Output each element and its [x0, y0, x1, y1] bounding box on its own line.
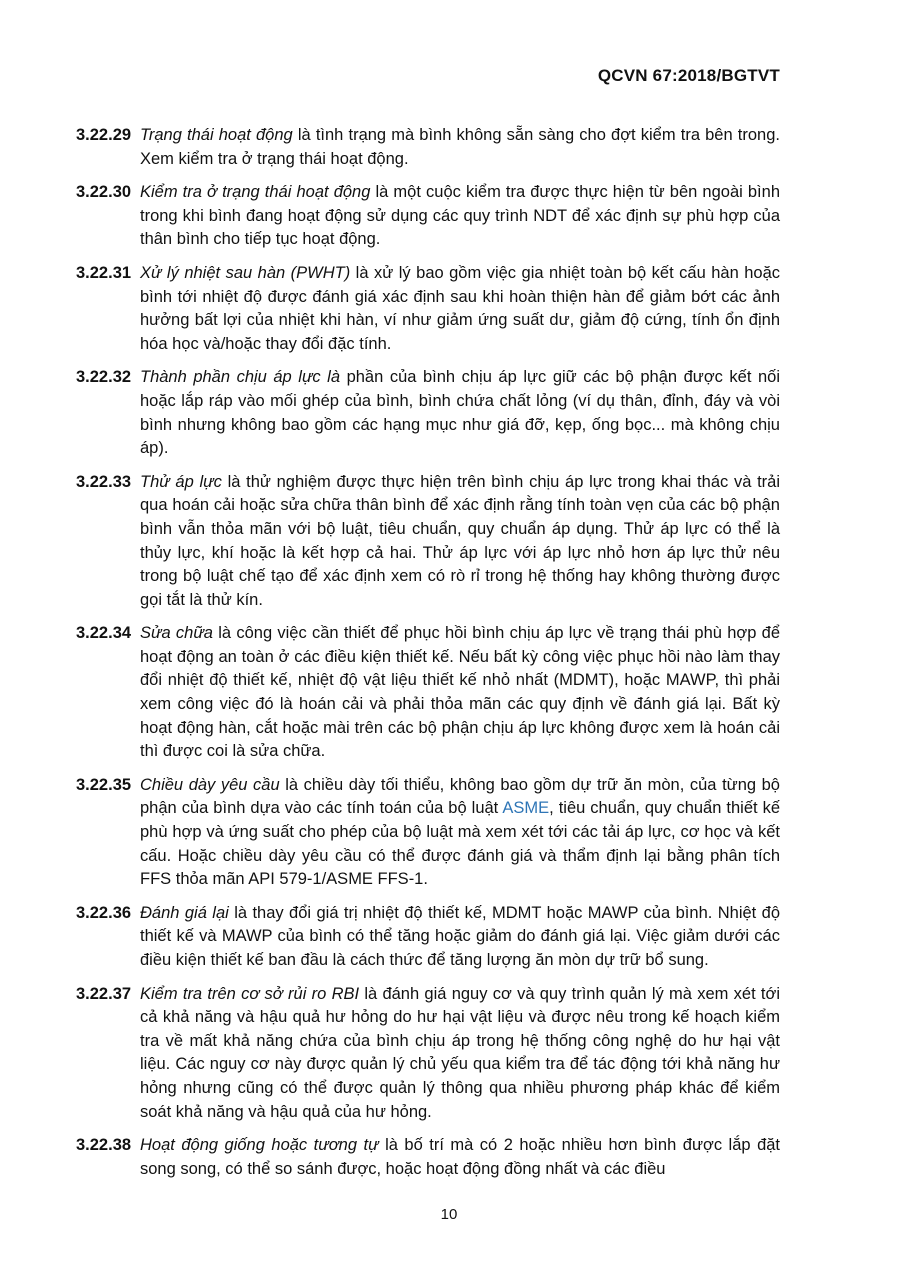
clause-number: 3.22.37 — [76, 984, 132, 1003]
clause-text: là đánh giá nguy cơ và quy trình quản lý mà xem xét tới cả khả năng và hậu quả hư hỏng do hư hại vật liệu và được nêu trong kế hoạch kiểm tra về mất khả năng chứa của bình chịu áp trong hệ thống công nghệ do hư hại vật liệu. Các nguy cơ này được quản lý chủ yếu qua kiểm tra để tác động tới khả năng hư hỏng nhưng cũng có thể được quản lý thông qua nhiều phương pháp khác để kiểm soát khả năng và hậu quả của hư hỏng. — [140, 984, 780, 1121]
clause-number: 3.22.38 — [76, 1136, 132, 1155]
clause-3-22-37 — [76, 983, 780, 1125]
document-code-header: QCVN 67:2018/BGTVT — [597, 66, 780, 85]
clause-number: 3.22.32 — [76, 368, 132, 387]
clause-text-after-link: , tiêu chuẩn, quy chuẩn thiết kế phù hợp và ứng suất cho phép của bộ luật mà xem xét tới các tải áp lực, cơ học và kết cấu. Hoặc chiều dày yêu cầu có thể được đánh giá và thẩm định lại bằng phân tích FFS thỏa mãn API 579-1/ASME FFS-1. — [140, 799, 781, 889]
clause-body — [140, 181, 780, 252]
clause-number: 3.22.33 — [76, 472, 132, 491]
page-number: 10 — [440, 1206, 458, 1223]
clause-3-22-32 — [76, 366, 780, 460]
clause-text: là thử nghiệm được thực hiện trên bình chịu áp lực trong khai thác và trải qua hoán cải hoặc sửa chữa thân bình để xác định rằng tính toàn vẹn của các bộ phận bình vẫn thỏa mãn với bộ luật, tiêu chuẩn, quy chuẩn áp dụng. Thử áp lực có thể là thủy lực, khí hoặc là kết hợp cả hai. Thử áp lực với áp lực nhỏ hơn áp lực thử nêu trong bộ luật chế tạo để xác định xem có rò rỉ trong hệ thống hay không thường được gọi tắt là thử kín. — [140, 472, 781, 609]
clause-body — [140, 983, 780, 1125]
clause-text-before-link: là chiều dày tối thiểu, không bao gồm dự trữ ăn mòn, của từng bộ phận của bình dựa vào các tính toán của bộ luật — [140, 775, 780, 818]
clause-body — [140, 124, 780, 171]
clause-3-22-31 — [76, 262, 780, 356]
clause-text: phần của bình chịu áp lực giữ các bộ phận được kết nối hoặc lắp ráp vào mối ghép của bình, bình chứa chất lỏng (ví dụ thân, đỉnh, đáy và vòi bình nhưng không bao gồm các hạng mục như giá đỡ, kẹp, ống bọc... mà không chịu áp). — [140, 368, 781, 458]
clause-term: Sửa chữa — [140, 624, 213, 643]
clause-3-22-36 — [76, 902, 780, 973]
clause-number: 3.22.30 — [76, 183, 132, 202]
clause-term: Thành phần chịu áp lực là — [140, 368, 341, 387]
clause-text: là bố trí mà có 2 hoặc nhiều hơn bình được lắp đặt song song, có thể so sánh được, hoặc hoạt động đồng nhất và các điều — [140, 1136, 781, 1178]
clause-text: là công việc cần thiết để phục hồi bình chịu áp lực về trạng thái phù hợp để hoạt động an toàn ở các điều kiện thiết kế. Nếu bất kỳ công việc phục hồi nào làm thay đổi nhiệt độ thiết kế, nhiệt độ vật liệu thiết kế nhỏ nhất (MDMT), hoặc MAWP, thì phải xem công việc đó là hoán cải và phải thỏa mãn các quy định về đánh giá lại. Bất kỳ hoạt động hàn, cắt hoặc mài trên các bộ phận chịu áp lực không được xem là hoán cải thì được coi là sửa chữa. — [140, 624, 780, 761]
clause-number: 3.22.36 — [76, 903, 132, 922]
clause-number: 3.22.31 — [76, 263, 132, 282]
clause-body — [140, 774, 780, 892]
clause-term: Kiểm tra ở trạng thái hoạt động — [140, 183, 371, 202]
clause-3-22-34 — [76, 622, 780, 764]
clause-term: Thử áp lực — [140, 472, 222, 491]
clause-body — [140, 471, 780, 613]
clause-text: là tình trạng mà bình không sẵn sàng cho đợt kiểm tra bên trong. Xem kiểm tra ở trạng thái hoạt động. — [140, 126, 780, 168]
clause-number: 3.22.34 — [76, 624, 132, 643]
clause-term: Kiểm tra trên cơ sở rủi ro RBI — [140, 984, 360, 1003]
clause-number: 3.22.35 — [76, 775, 132, 794]
clause-body — [140, 262, 780, 356]
clause-number: 3.22.29 — [76, 126, 132, 144]
clause-term: Chiều dày yêu cầu — [140, 775, 280, 794]
clause-3-22-33 — [76, 471, 780, 613]
clause-text: là thay đổi giá trị nhiệt độ thiết kế, MDMT hoặc MAWP của bình. Nhiệt độ thiết kế và MAWP của bình có thể tăng hoặc giảm do đánh giá lại. Việc giảm dưới các điều kiện thiết kế ban đầu là cách thức để tăng lượng ăn mòn dự trữ bổ sung. — [140, 903, 781, 969]
clause-text: là xử lý bao gồm việc gia nhiệt toàn bộ kết cấu hàn hoặc bình tới nhiệt độ được đánh giá xác định sau khi hoàn thiện hàn để giảm bớt các ảnh hưởng bất lợi của nhiệt khi hàn, ví như giảm ứng suất dư, giảm độ cứng, tính ổn định hóa học và/hoặc thay đổi đặc tính. — [140, 263, 780, 353]
clause-3-22-38 — [76, 1134, 780, 1181]
clause-term: Hoạt động giống hoặc tương tự — [140, 1136, 379, 1155]
clause-term: Đánh giá lại — [140, 903, 229, 922]
clause-body — [140, 902, 780, 973]
clause-term: Xử lý nhiệt sau hàn (PWHT) — [140, 263, 351, 282]
clause-body — [140, 1134, 780, 1181]
clause-text: là một cuộc kiểm tra được thực hiện từ bên ngoài bình trong khi bình đang hoạt động sử dụng các quy trình NDT để xác định sự phù hợp của thân bình cho tiếp tục hoạt động. — [140, 183, 780, 249]
clause-3-22-35 — [76, 774, 780, 892]
clause-body — [140, 622, 780, 764]
asme-link[interactable]: ASME — [502, 799, 550, 818]
definitions-list — [76, 124, 780, 1191]
clause-3-22-30 — [76, 181, 780, 252]
clause-body — [140, 366, 780, 460]
clause-term: Trạng thái hoạt động — [140, 126, 293, 144]
clause-3-22-29 — [76, 124, 780, 171]
